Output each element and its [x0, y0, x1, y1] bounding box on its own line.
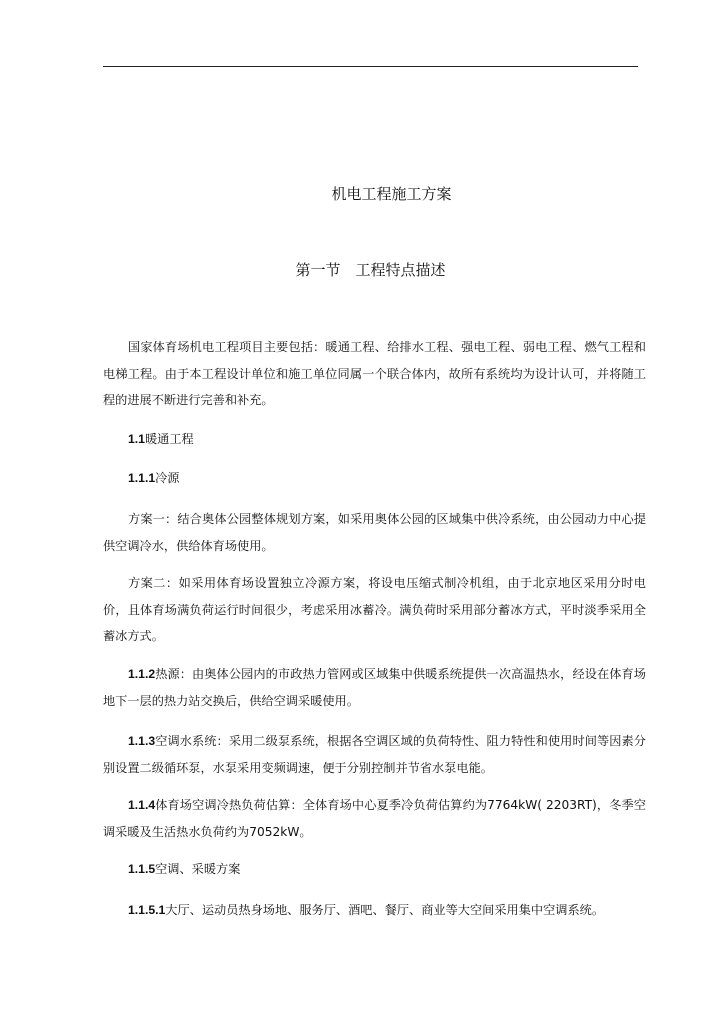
- section-text: 体育场空调冷热负荷估算：全体育场中心夏季冷负荷估算约为7764kW( 2203RT)，冬季空调采暖及生活热水负荷约为7052kW。: [103, 798, 646, 839]
- document-title: 机电工程施工方案: [331, 185, 452, 203]
- paragraph-1-1-5-1: [103, 897, 646, 924]
- intro-paragraph: 国家体育场机电工程项目主要包括：暖通工程、给排水工程、强电工程、弱电工程、燃气工程和电梯工程。由于本工程设计单位和施工单位同属一个联合体内，故所有系统均为设计认可，并将随工程的进展不断进行完善和补充。: [103, 340, 646, 407]
- heading-text: 空调、采暖方案: [155, 862, 241, 876]
- paragraph-1-1-3: [103, 728, 646, 781]
- section-number: 1.1.4: [128, 798, 156, 812]
- section-number: 1.1.2: [128, 667, 156, 681]
- heading-1-1-5: [103, 856, 646, 883]
- paragraph-1-1-4: [103, 792, 646, 845]
- heading-text: 冷源: [155, 471, 180, 485]
- heading-number: 1.1.1: [128, 471, 156, 485]
- section-title: 第一节 工程特点描述: [295, 261, 446, 279]
- plan-one-paragraph: 方案一：结合奥体公园整体规划方案，如采用奥体公园的区域集中供冷系统，由公园动力中心提供空调冷水，供给体育场使用。: [103, 512, 646, 553]
- heading-number: 1.1: [128, 432, 145, 446]
- heading-text: 暖通工程: [144, 432, 194, 446]
- heading-1-1: [103, 426, 646, 453]
- heading-number: 1.1.5: [128, 862, 156, 876]
- paragraph-1-1-2: [103, 661, 646, 714]
- section-number: 1.1.3: [128, 734, 156, 748]
- section-text: 大厅、运动员热身场地、服务厅、酒吧、餐厅、商业等大空间采用集中空调系统。: [165, 903, 605, 917]
- section-number: 1.1.5.1: [128, 903, 166, 917]
- header-rule: [103, 66, 638, 67]
- section-text: 空调水系统：采用二级泵系统，根据各空调区域的负荷特性、阻力特性和使用时间等因素分别设置二级循环泵，水泵采用变频调速，便于分别控制并节省水泵电能。: [103, 734, 646, 775]
- heading-1-1-1: [103, 465, 646, 492]
- plan-two-paragraph: 方案二：如采用体育场设置独立冷源方案，将设电压缩式制冷机组，由于北京地区采用分时电价，且体育场满负荷运行时间很少，考虑采用冰蓄冷。满负荷时采用部分蓄冰方式，平时淡季采用全蓄冰方式。: [103, 576, 646, 643]
- section-text: 热源：由奥体公园内的市政热力管网或区域集中供暖系统提供一次高温热水，经设在体育场地下一层的热力站交换后，供给空调采暖使用。: [103, 667, 646, 708]
